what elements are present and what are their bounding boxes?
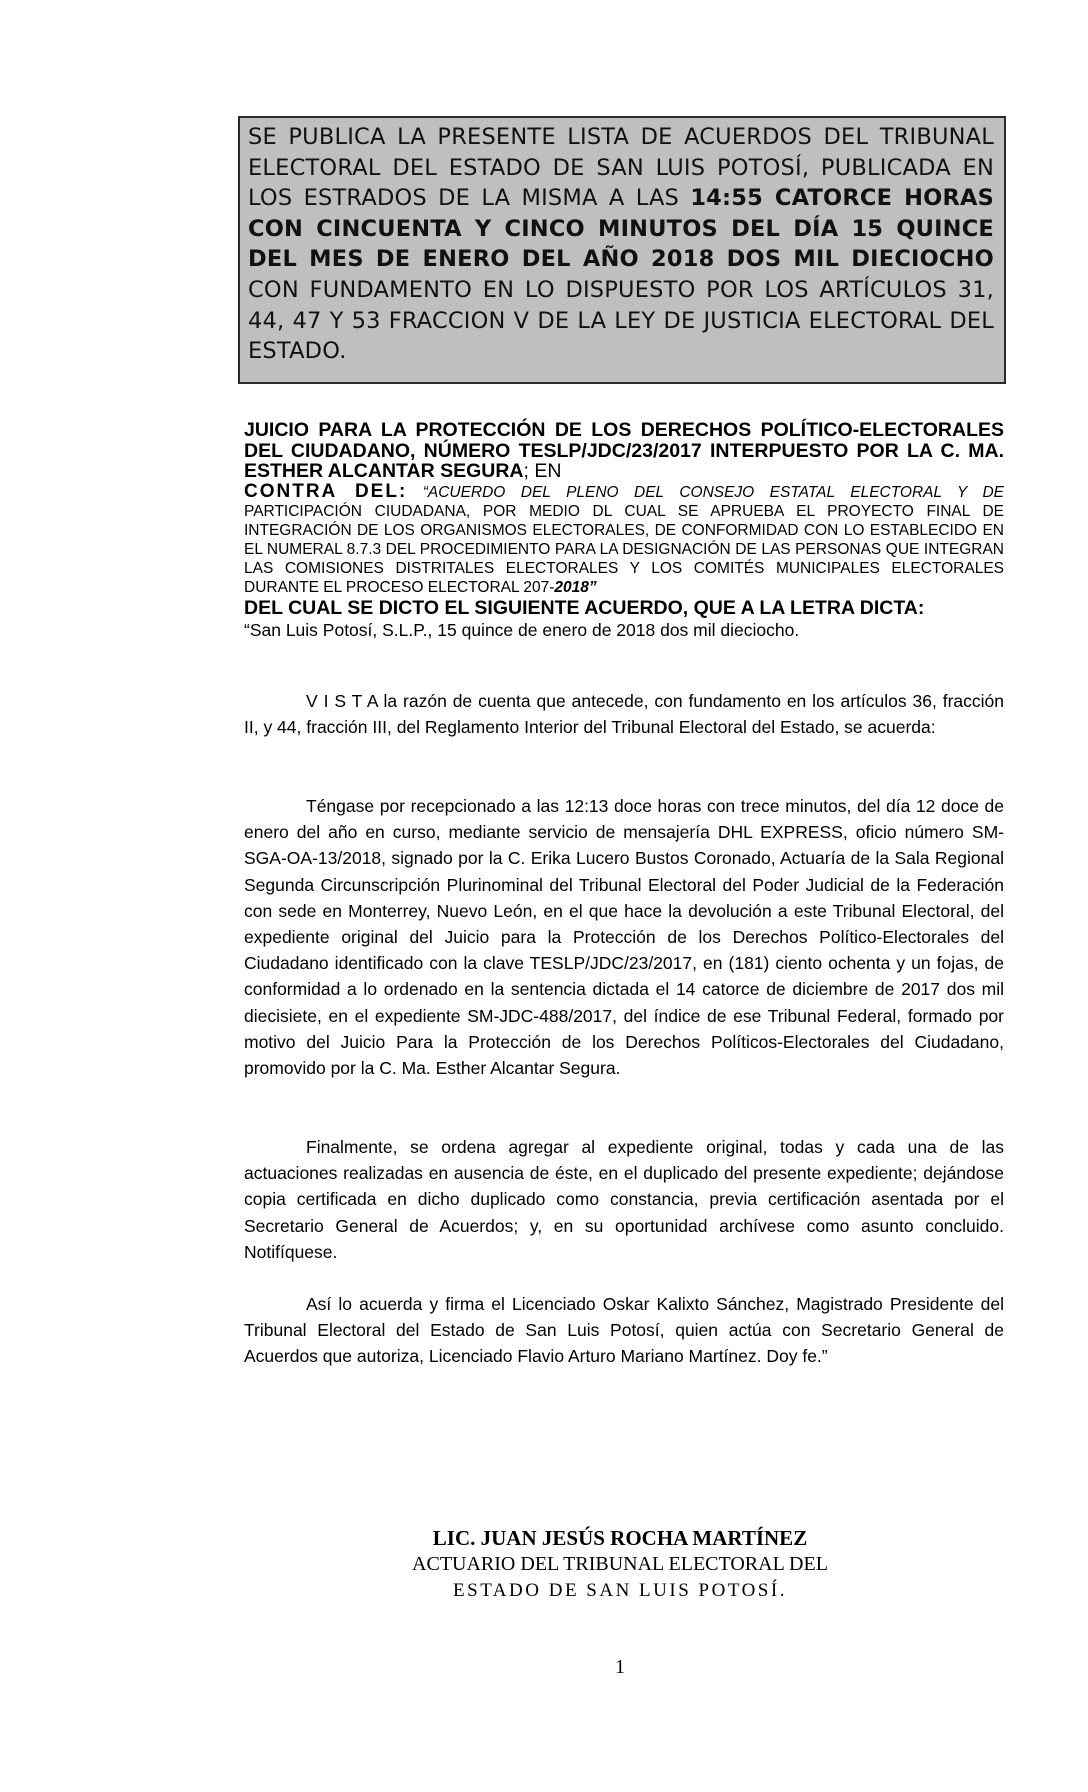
paragraph-signature-statement: Así lo acuerda y firma el Licenciado Oskar Kalixto Sánchez, Magistrado Presidente del Tribunal Electoral del Estado de San Luis Potosí, quien actúa con Secretario General de Acuerdos que autoriza, Licenciado Flavio Arturo Mariano Martínez. Doy fe.” xyxy=(244,1294,1004,1367)
contra-label: CONTRA DEL: xyxy=(244,480,408,502)
date-line: “San Luis Potosí, S.L.P., 15 quince de enero de 2018 dos mil dieciocho. xyxy=(244,619,800,640)
notice-text-legal-basis: CON FUNDAMENTO EN LO DISPUESTO POR LOS ARTÍCULOS 31, 44, 47 Y 53 FRACCION V DE LA LEY DE JUSTICIA ELECTORAL DEL ESTADO. xyxy=(248,276,994,365)
notice-text-intro: SE PUBLICA LA PRESENTE LISTA DE ACUERDOS DEL TRIBUNAL ELECTORAL DEL ESTADO DE SAN LUIS POTOSÍ, PUBLICADA EN LOS ESTRADOS DE LA MISMA A LAS xyxy=(248,124,994,212)
signatory-title: ACTUARIO DEL TRIBUNAL ELECTORAL DEL xyxy=(412,1553,828,1575)
contested-act-quote-end: 2018” xyxy=(554,578,597,596)
paragraph-receipt: Téngase por recepcionado a las 12:13 doce horas con trece minutos, del día 12 doce de enero del año en curso, mediante servicio de mensajería DHL EXPRESS, oficio número SM-SGA-OA-13/2018, signado por la C. Erika Lucero Bustos Coronado, Actuaría de la Sala Regional Segunda Circunscripción Plurinominal del Tribunal Electoral del Poder Judicial de la Federación con sede en Monterrey, Nuevo León, en el que hace la devolución a este Tribunal Electoral, del expediente original del Juicio para la Protección de los Derechos Político-Electorales del Ciudadano identificado con la clave TESLP/JDC/23/2017, en (181) ciento ochenta y un fojas, de conformidad a lo ordenado en la sentencia dictada el 14 catorce de diciembre de 2017 dos mil diecisiete, en el expediente SM-JDC-488/2017, del índice de ese Tribunal Federal, formado por motivo del Juicio Para la Protección de los Derechos Políticos-Electorales del Ciudadano, promovido por la C. Ma. Esther Alcantar Segura. xyxy=(244,796,1004,1079)
notice-text-datetime: 14:55 CATORCE HORAS CON CINCUENTA Y CINCO MINUTOS DEL DÍA 15 QUINCE DEL MES DE ENERO DEL AÑO 2018 DOS MIL DIECIOCHO xyxy=(248,185,994,273)
case-title-separator: ; EN xyxy=(523,460,562,482)
case-title-text: JUICIO PARA LA PROTECCIÓN DE LOS DERECHOS POLÍTICO-ELECTORALES DEL CIUDADANO, NÚMERO TESLP/JDC/23/2017 INTERPUESTO POR LA C. MA. ESTHER ALCANTAR SEGURA xyxy=(244,419,1004,482)
contested-act-quote-body: PARTICIPACIÓN CIUDADANA, POR MEDIO DL CUAL SE APRUEBA EL PROYECTO FINAL DE INTEGRACIÓN DE LOS ORGANISMOS ELECTORALES, DE CONFORMIDAD CON LO ESTABLECIDO EN EL NUMERAL 8.7.3 DEL PROCEDIMIENTO PARA LA DESIGNACIÓN DE LAS PERSONAS QUE INTEGRAN LAS COMISIONES DISTRITALES ELECTORALES Y LOS COMITÉS MUNICIPALES ELECTORALES DURANTE EL PROCESO ELECTORAL 207- xyxy=(244,502,1004,596)
signatory-state: ESTADO DE SAN LUIS POTOSÍ. xyxy=(453,1580,787,1601)
page-number: 1 xyxy=(615,1656,625,1678)
case-contested-act xyxy=(244,482,1004,597)
case-title xyxy=(244,420,1004,482)
publication-notice-box xyxy=(238,116,1006,384)
contested-act-quote-start: “ACUERDO DEL PLENO DEL CONSEJO ESTATAL ELECTORAL Y DE xyxy=(407,483,1004,501)
paragraph-finally: Finalmente, se ordena agregar al expediente original, todas y cada una de las actuaciones realizadas en ausencia de éste, en el duplicado del presente expediente; dejándose copia certificada en dicho duplicado como constancia, previa certificación asentada por el Secretario General de Acuerdos; y, en su oportunidad archívese como asunto concluido. Notifíquese. xyxy=(244,1137,1004,1262)
paragraph-vista: V I S T A la razón de cuenta que antecede, con fundamento en los artículos 36, fracción II, y 44, fracción III, del Reglamento Interior del Tribunal Electoral del Estado, se acuerda: xyxy=(244,691,1004,738)
signatory-name: LIC. JUAN JESÚS ROCHA MARTÍNEZ xyxy=(432,1526,808,1550)
dictates-line: DEL CUAL SE DICTO EL SIGUIENTE ACUERDO, QUE A LA LETRA DICTA: xyxy=(244,596,925,619)
case-heading xyxy=(244,420,1004,641)
signature-block xyxy=(330,1525,910,1605)
